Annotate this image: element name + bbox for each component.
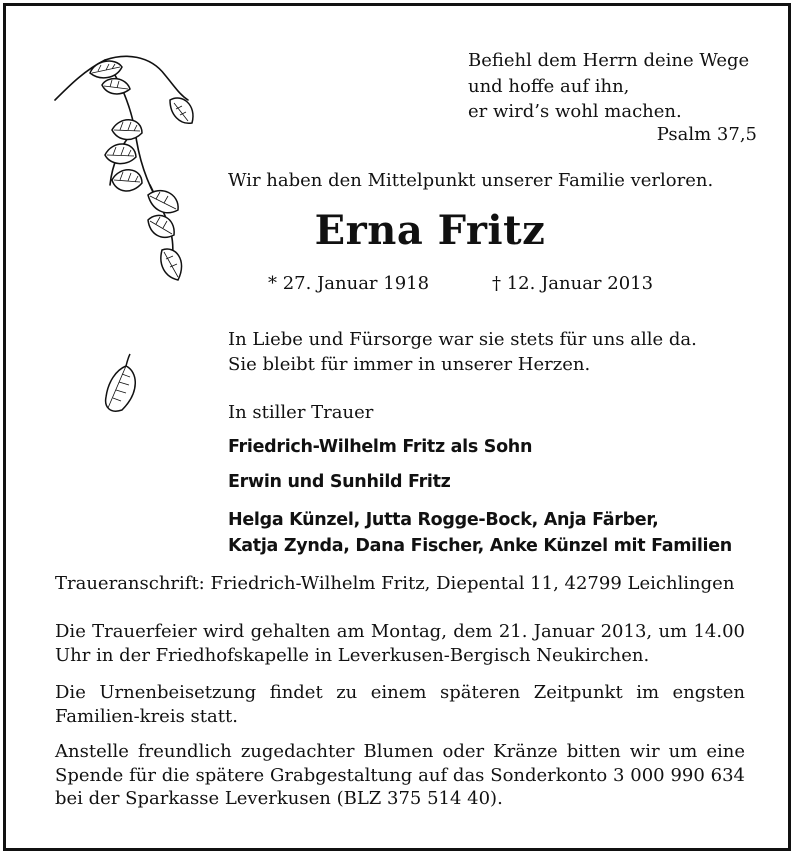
verse-line-1: Befiehl dem Herrn deine Wege [468,50,750,71]
mourning-address: Traueranschrift: Friedrich-Wilhelm Fritz, Diepental 11, 42799 Leichlingen [55,573,735,594]
family-line-2: Erwin und Sunhild Fritz [228,472,451,492]
service-info: Die Trauerfeier wird gehalten am Montag, dem 21. Januar 2013, um 14.00 Uhr in der Friedhofskapelle in Leverkusen-Bergisch Neukirchen. [55,621,745,666]
single-leaf-icon [100,352,140,417]
tribute-line-2: Sie bleibt für immer in unserer Herzen. [228,354,591,375]
family-line-1: Friedrich-Wilhelm Fritz als Sohn [228,437,533,457]
family-line-3: Helga Künzel, Jutta Rogge-Bock, Anja Färber, [228,510,659,530]
verse-source: Psalm 37,5 [656,124,757,145]
family-line-4: Katja Zynda, Dana Fischer, Anke Künzel mit Familien [228,536,732,556]
intro-text: Wir haben den Mittelpunkt unserer Familie verloren. [228,170,714,191]
donation-info: Anstelle freundlich zugedachter Blumen oder Kränze bitten wir um eine Spende für die spätere Grabgestaltung auf das Sonderkonto 3 000 990 634 bei der Sparkasse Leverkusen (BLZ 375 514 40). [55,741,745,809]
deceased-name: Erna Fritz [314,207,546,254]
tribute-line-1: In Liebe und Fürsorge war sie stets für uns alle da. [228,329,697,350]
family-line-3-4 [228,507,732,559]
mourning-label: In stiller Trauer [228,402,374,423]
burial-info: Die Urnenbeisetzung findet zu einem späteren Zeitpunkt im engsten Familien-kreis statt. [55,682,745,727]
birch-branch-icon [50,45,200,295]
verse-line-2: und hoffe auf ihn, [468,75,630,97]
tribute-text [228,327,697,377]
birth-date: * 27. Januar 1918 [268,273,430,294]
death-date: † 12. Januar 2013 [492,273,654,294]
verse-line-3: er wird’s wohl machen. [468,101,682,122]
bible-verse [468,48,749,125]
